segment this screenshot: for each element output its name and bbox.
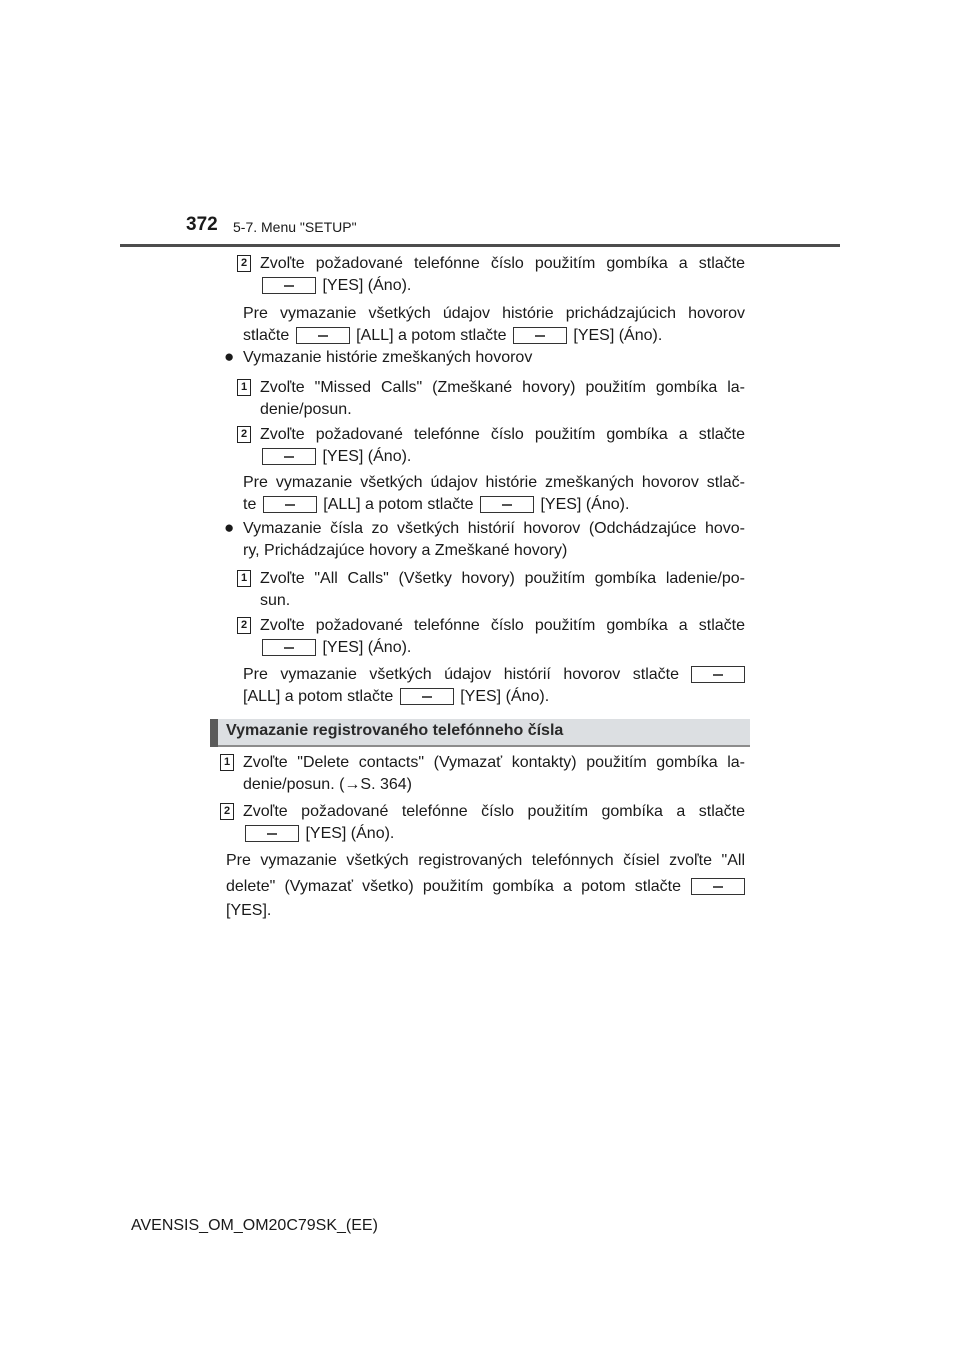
note-text: Pre vymazanie všetkých registrovaných telefónnych čísiel zvoľte "All <box>226 852 745 869</box>
knob-key-icon <box>691 666 745 683</box>
note-text: [YES]. <box>226 902 272 919</box>
note-word: [YES] (Áno). <box>540 496 630 513</box>
bullet: ● <box>224 347 235 366</box>
step-text <box>260 637 411 659</box>
step-badge-2: 2 <box>237 617 251 634</box>
subheading: Vymazanie histórie zmeškaných hovorov <box>243 349 533 366</box>
step-text-end: [YES] (Áno). <box>322 639 412 656</box>
step-badge-1: 1 <box>220 754 234 771</box>
section-title: Vymazanie registrovaného telefónneho čísla <box>226 722 564 739</box>
section-header-bar <box>210 719 218 747</box>
note-text <box>226 876 745 898</box>
step-text <box>260 275 411 297</box>
knob-key-icon <box>296 327 350 344</box>
note-word: [YES] (Áno). <box>573 327 663 344</box>
knob-key-icon <box>262 448 316 465</box>
note-word: [ALL] a potom stlačte <box>356 327 507 344</box>
step-text: denie/posun. (→S. 364) <box>243 776 412 793</box>
step-text-end: [YES] (Áno). <box>322 277 412 294</box>
step-text: Zvoľte požadované telefónne číslo použitím gombíka a stlačte <box>243 803 745 820</box>
step-text: Zvoľte "Delete contacts" (Vymazať kontakty) použitím gombíka la- <box>243 754 745 771</box>
step-text: Zvoľte požadované telefónne číslo použitím gombíka a stlačte <box>260 255 745 272</box>
note-text <box>243 686 549 708</box>
knob-key-icon <box>691 878 745 895</box>
note-text <box>243 325 662 347</box>
step-text <box>243 823 394 845</box>
knob-key-icon <box>480 496 534 513</box>
step-text-end: [YES] (Áno). <box>305 825 395 842</box>
knob-key-icon <box>263 496 317 513</box>
step-text: denie/posun. <box>260 401 352 418</box>
note-word: Pre vymazanie všetkých údajov histórií hovorov stlačte <box>243 666 679 683</box>
step-text: Zvoľte požadované telefónne číslo použitím gombíka a stlačte <box>260 426 745 443</box>
knob-key-icon <box>262 639 316 656</box>
header-title: 5-7. Menu "SETUP" <box>233 219 357 235</box>
step-text <box>260 446 411 468</box>
step-badge-2: 2 <box>220 803 234 820</box>
note-text: Pre vymazanie všetkých údajov histórie prichádzajúcich hovorov <box>243 305 745 322</box>
step-badge-1: 1 <box>237 379 251 396</box>
note-word: delete" (Vymazať všetko) použitím gombíka a potom stlačte <box>226 878 681 895</box>
knob-key-icon <box>513 327 567 344</box>
knob-key-icon <box>400 688 454 705</box>
note-word: [YES] (Áno). <box>460 688 550 705</box>
knob-key-icon <box>262 277 316 294</box>
page-number: 372 <box>186 214 218 235</box>
note-text <box>243 494 629 516</box>
step-text: Zvoľte požadované telefónne číslo použitím gombíka a stlačte <box>260 617 745 634</box>
note-word: [ALL] a potom stlačte <box>243 688 394 705</box>
note-text: Pre vymazanie všetkých údajov histórie zmeškaných hovorov stlač- <box>243 474 745 491</box>
footer-code: AVENSIS_OM_OM20C79SK_(EE) <box>131 1217 378 1234</box>
step-text: Zvoľte "Missed Calls" (Zmeškané hovory) použitím gombíka la- <box>260 379 745 396</box>
note-text <box>243 664 745 686</box>
step-badge-2: 2 <box>237 255 251 272</box>
bullet: ● <box>224 518 235 537</box>
note-word: stlačte <box>243 327 290 344</box>
note-word: te <box>243 496 257 513</box>
step-badge-2: 2 <box>237 426 251 443</box>
step-text: sun. <box>260 592 291 609</box>
knob-key-icon <box>245 825 299 842</box>
step-text-end: [YES] (Áno). <box>322 448 412 465</box>
step-badge-1: 1 <box>237 570 251 587</box>
section-header <box>210 719 750 747</box>
step-text: Zvoľte "All Calls" (Všetky hovory) použitím gombíka ladenie/po- <box>260 570 745 587</box>
header-rule <box>120 244 840 247</box>
subheading: Vymazanie čísla zo všetkých histórií hovorov (Odchádzajúce hovo- <box>243 520 745 537</box>
subheading: ry, Prichádzajúce hovory a Zmeškané hovory) <box>243 542 568 559</box>
note-word: [ALL] a potom stlačte <box>323 496 474 513</box>
